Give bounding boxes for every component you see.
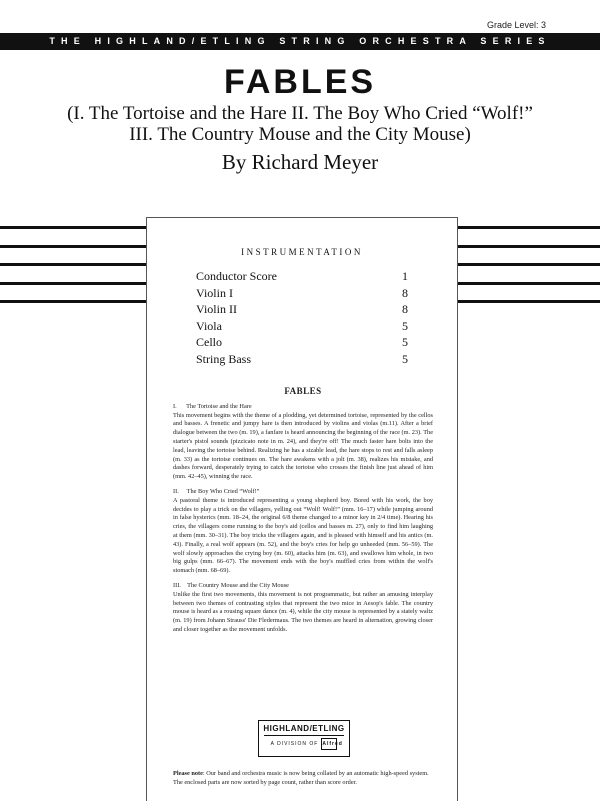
instrument-count: 5 bbox=[402, 318, 408, 333]
publisher-logo bbox=[258, 720, 350, 757]
movement-2 bbox=[173, 488, 433, 576]
movement-heading: II. The Boy Who Cried “Wolf!” bbox=[173, 487, 260, 495]
instrument-name: String Bass bbox=[196, 351, 252, 366]
instrumentation-heading: INSTRUMENTATION bbox=[241, 247, 363, 257]
composer: By Richard Meyer bbox=[221, 150, 379, 174]
page-title: FABLES bbox=[223, 63, 377, 101]
instrument-count: 8 bbox=[402, 302, 408, 316]
alfred-logo-icon: Alfred bbox=[321, 738, 337, 750]
movement-heading: III. The Country Mouse and the City Mouse bbox=[173, 581, 289, 589]
staff-lines-left bbox=[0, 226, 146, 319]
please-note-text: : Our band and orchestra music is now being collated by an automatic high-speed system. The enclosed parts are now sorted by page count, rather than score order. bbox=[173, 770, 429, 786]
instrument-name: Cello bbox=[196, 335, 222, 349]
info-panel bbox=[146, 217, 458, 801]
please-note bbox=[173, 770, 435, 788]
movement-text: A pastoral theme is introduced representing a young shepherd boy. Bored with his work, the boy decides to play a trick on the villagers, yelling out “Wolf! Wolf!” (mm. 16–17) while jumping around in false hysterics (mm. 18–24, the original 6/8 theme changed to a minor key in 2/4 time). Hearing his cries, the villagers come running to the boy's aid (cellos and basses m. 27), only to find him laughing at them (mm. 30–31). The boy tricks the villagers again, and is pleased with himself and his antics (m. 43). Finally, a real wolf appears (m. 52), and the boy's cries for help go unheeded (mm. 56–59). The wolf slowly approaches the crying boy (m. 60), attacks him (m. 63), and swallows him whole, in two big gulps (mm. 66–67). The movement ends with the boy's muffled cries from within the wolf's stomach (mm. 68–69). bbox=[173, 496, 433, 575]
movement-3 bbox=[173, 582, 433, 635]
movement-heading: I. The Tortoise and the Hare bbox=[173, 402, 252, 410]
instrument-row bbox=[196, 351, 408, 368]
notes-title: FABLES bbox=[284, 386, 322, 396]
please-note-label: Please note bbox=[173, 770, 203, 777]
instrument-count: 8 bbox=[402, 285, 408, 300]
logo-sub bbox=[259, 738, 349, 750]
instrument-count: 5 bbox=[402, 335, 408, 349]
subtitle bbox=[0, 103, 600, 145]
instrument-row bbox=[196, 285, 408, 302]
staff-lines-right bbox=[458, 226, 600, 319]
program-notes bbox=[173, 387, 433, 641]
instrument-row bbox=[196, 268, 408, 285]
series-banner: THE HIGHLAND/ETLING STRING ORCHESTRA SERIES bbox=[0, 33, 600, 50]
grade-level: Grade Level: 3 bbox=[486, 20, 546, 30]
subtitle-line-2: III. The Country Mouse and the City Mouse) bbox=[129, 124, 471, 145]
movement-text: Unlike the first two movements, this movement is not programmatic, but rather an amusing interplay between two themes of contrasting styles that represent the two mice in Aesop's fable. The country mouse is heard as a rousing square dance (m. 4), while the city mouse is represented by a stately waltz (m. 19) from Johann Strauss' Die Fledermaus. The two themes are heard in alternation, growing closer and closer together as the movement unfolds. bbox=[173, 590, 433, 633]
instrument-name: Violin II bbox=[196, 302, 237, 316]
instrument-row bbox=[196, 301, 408, 318]
instrument-name: Violin I bbox=[196, 285, 233, 300]
movement-1 bbox=[173, 403, 433, 482]
instrument-count: 5 bbox=[402, 351, 408, 366]
movement-text: This movement begins with the theme of a plodding, yet determined tortoise, represented by the cellos and basses. A frenetic and jumpy hare is then introduced by violins and violas (m.11). After a brief dialogue between the two (m. 19), a fanfare is heard announcing the beginning of the race (m. 23). The starter's pistol sounds (pizzicato note in m. 24), and they're off! The much faster hare bolts into the lead, leaving the tortoise behind. Realizing he has a sizable lead, the hare stops to rest and falls asleep (m. 33) as the tortoise continues on. The hare awakens with a jolt (m. 38), realizes his mistake, and dashes forward, desperately trying to catch the tortoise who crosses the finish line just ahead of him (mm. 42–45), winning the race. bbox=[173, 411, 433, 481]
instrument-name: Conductor Score bbox=[196, 269, 277, 283]
subtitle-line-1: (I. The Tortoise and the Hare II. The Boy Who Cried “Wolf!” bbox=[67, 103, 533, 124]
logo-sub-text: A DIVISION OF bbox=[270, 741, 319, 747]
instrument-count: 1 bbox=[402, 269, 408, 283]
instrumentation-list bbox=[196, 268, 408, 367]
instrument-row bbox=[196, 318, 408, 335]
instrument-name: Viola bbox=[196, 318, 222, 333]
instrument-row bbox=[196, 334, 408, 351]
logo-main-text: HIGHLAND/ETLING bbox=[263, 724, 345, 733]
